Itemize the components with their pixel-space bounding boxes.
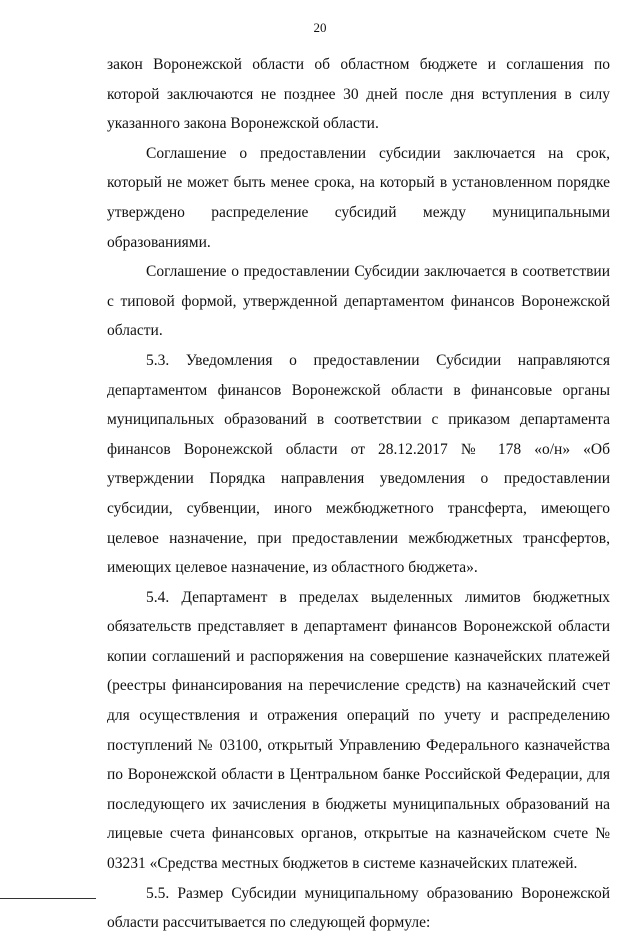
paragraph-agreement-term: Соглашение о предоставлении субсидии заключается на срок, который не может быть менее срока, на который в установленном порядке утверждено распределение субсидий между муниципальными образованиями.	[107, 144, 610, 251]
paragraph-5-3: 5.3. Уведомления о предоставлении Субсидии направляются департаментом финансов Воронежской области в финансовые органы муниципальных образований в соответствии с приказом департамента финансов Воронежской области от 28.12.2017 № 178 «о/н» «Об утверждении Порядка направления уведомления о предоставлении субсидии, субвенции, иного межбюджетного трансферта, имеющего целевое назначение, при предоставлении межбюджетных трансфертов, имеющих целевое назначение, из областного бюджета».	[107, 351, 610, 577]
document-body	[107, 50, 610, 938]
footer-divider	[0, 898, 96, 899]
page-number: 20	[313, 20, 327, 35]
paragraph-agreement-form: Соглашение о предоставлении Субсидии заключается в соответствии с типовой формой, утвержденной департаментом финансов Воронежской области.	[107, 263, 610, 340]
paragraph-continuation: закон Воронежской области об областном бюджете и соглашения по которой заключаются не позднее 30 дней после дня вступления в силу указанного закона Воронежской области.	[107, 56, 610, 133]
paragraph-5-5: 5.5. Размер Субсидии муниципальному образованию Воронежской области рассчитывается по следующей формуле:	[107, 884, 610, 932]
paragraph-5-4: 5.4. Департамент в пределах выделенных лимитов бюджетных обязательств представляет в департамент финансов Воронежской области копии соглашений и распоряжения на совершение казначейских платежей (реестры финансирования на перечисление средств) на казначейский счет для осуществления и отражения операций по учету и распределению поступлений № 03100, открытый Управлению Федерального казначейства по Воронежской области в Центральном банке Российской Федерации, для последующего их зачисления в бюджеты муниципальных образований на лицевые счета финансовых органов, открытые на казначейском счете № 03231 «Средства местных бюджетов в системе казначейских платежей.	[107, 588, 610, 873]
